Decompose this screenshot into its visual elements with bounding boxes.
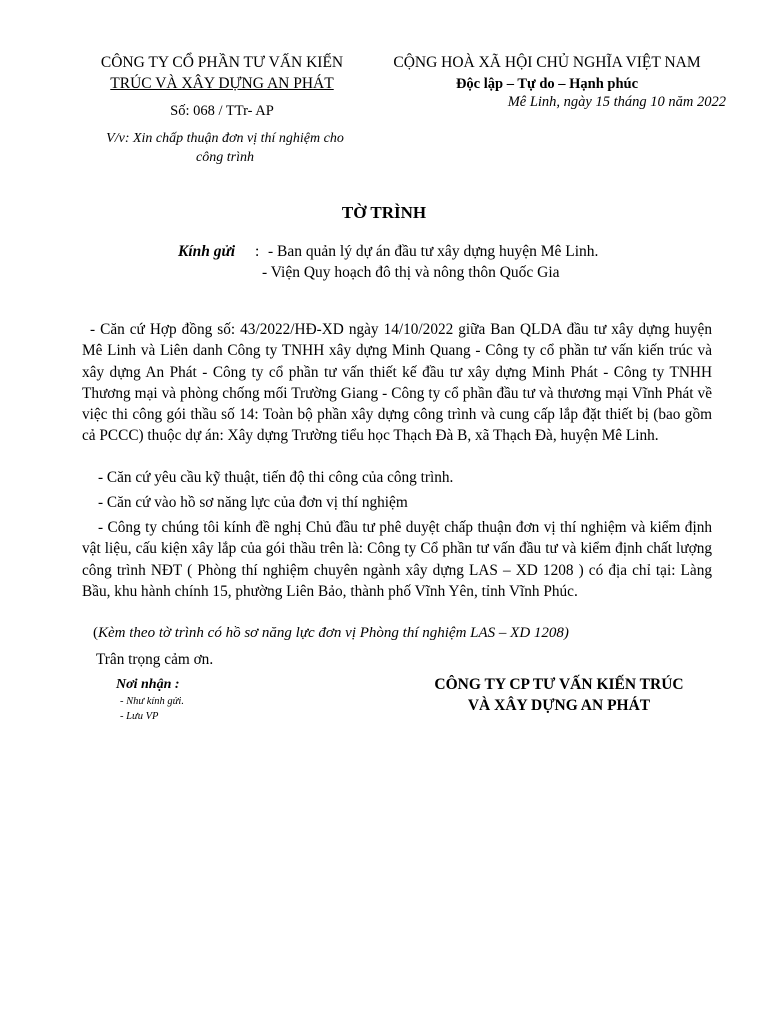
recipients-label: Kính gửi — [178, 243, 236, 260]
company-name-line2-text: TRÚC VÀ XÂY DỰNG AN PHÁT — [110, 75, 334, 92]
company-name-line1: CÔNG TY CỔ PHẦN TƯ VẤN KIẾN — [100, 54, 344, 71]
distribution-label: Nơi nhận : — [116, 677, 180, 692]
document-number: Số: 068 / TTr- AP — [170, 103, 274, 119]
attachment-text: Kèm theo tờ trình có hồ sơ năng lực đơn vị Phòng thí nghiệm LAS – XD 1208) — [98, 625, 569, 641]
distribution-item: - Như kính gửi. — [120, 696, 184, 707]
subject-line1: V/v: Xin chấp thuận đơn vị thí nghiệm cho — [106, 131, 344, 146]
recipient-line2: - Viện Quy hoạch đô thị và nông thôn Quốc Gia — [262, 264, 560, 281]
signature-company-line2: VÀ XÂY DỰNG AN PHÁT — [467, 697, 651, 714]
company-name-line2 — [82, 75, 362, 93]
document-title: TỜ TRÌNH — [341, 203, 427, 222]
nation-heading: CỘNG HOÀ XÃ HỘI CHỦ NGHĨA VIỆT NAM — [393, 54, 701, 71]
closing-thanks: Trân trọng cảm ơn. — [96, 651, 214, 668]
body-paragraph-contract: - Căn cứ Hợp đồng số: 43/2022/HĐ-XD ngày 14/10/2022 giữa Ban QLDA đầu tư xây dựng huyện Mê Linh và Liên danh Công ty TNHH xây dựng Minh Quang - Công ty cổ phần tư vấn kiến trúc và xây dựng An Phát - Công ty cổ phần tư vấn thiết kế đầu tư xây dựng Minh Phát - Công ty TNHH Thương mại và phòng chống mối Trường Giang - Công ty cổ phần đầu tư và thương mại Vĩnh Phát về việc thi công gói thầu số 14: Toàn bộ phần xây dựng công trình và cung cấp lắp đặt thiết bị (bao gồm cả PCCC) thuộc dự án: Xây dựng Trường tiểu học Thạch Đà B, xã Thạch Đà, huyện Mê Linh. — [82, 321, 712, 445]
recipient-line1: - Ban quản lý dự án đầu tư xây dựng huyện Mê Linh. — [268, 243, 599, 260]
body-paragraph-request: - Công ty chúng tôi kính đề nghị Chủ đầu tư phê duyệt chấp thuận đơn vị thí nghiệm và kiểm định vật liệu, cấu kiện xây lắp của gói thầu trên là: Công ty Cổ phần tư vấn đầu tư và kiểm định chất lượng công trình NĐT ( Phòng thí nghiệm chuyên ngành xây dựng LAS – XD 1208 ) có địa chỉ tại: Làng Bầu, khu hành chính 15, phường Liên Bảo, thành phố Vĩnh Yên, tỉnh Vĩnh Phúc. — [82, 519, 712, 600]
place-and-date: Mê Linh, ngày 15 tháng 10 năm 2022 — [507, 94, 726, 110]
distribution-item: - Lưu VP — [120, 711, 159, 722]
recipients-colon: : — [255, 243, 260, 260]
body-paragraph-capability: - Căn cứ vào hồ sơ năng lực của đơn vị thí nghiệm — [98, 494, 408, 511]
attachment-note — [93, 625, 713, 642]
signature-company-line1: CÔNG TY CP TƯ VẤN KIẾN TRÚC — [434, 676, 684, 693]
body-paragraph-requirements: - Căn cứ yêu cầu kỹ thuật, tiến độ thi công của công trình. — [98, 469, 454, 486]
subject-line2: công trình — [196, 150, 254, 165]
national-motto: Độc lập – Tự do – Hạnh phúc — [455, 76, 639, 92]
attachment-open-paren: ( — [93, 625, 98, 641]
